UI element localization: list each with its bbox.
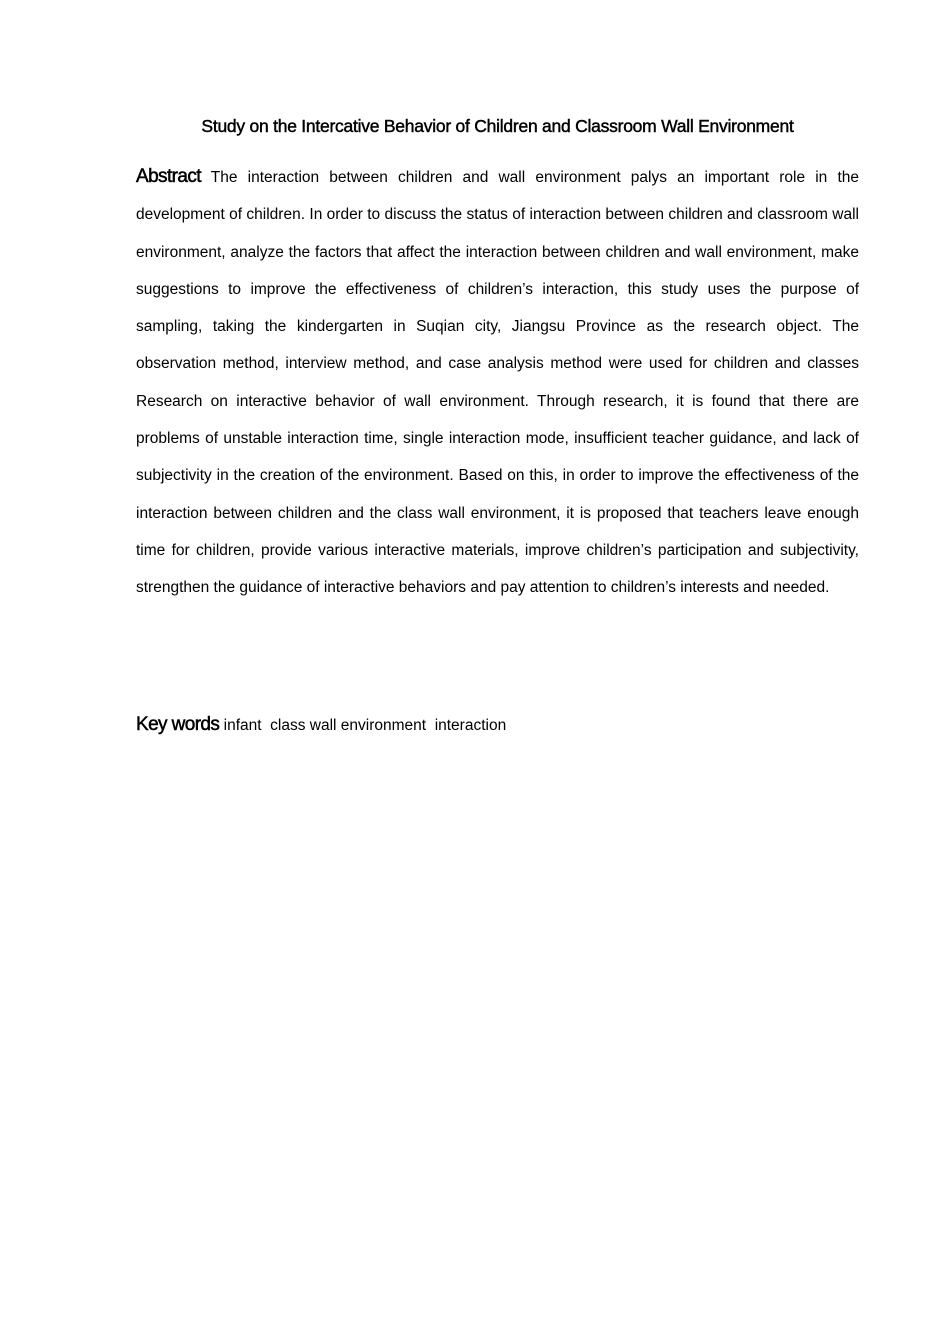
abstract-paragraph [136, 158, 859, 607]
abstract-label: Abstract [136, 166, 201, 187]
document-title: Study on the Intercative Behavior of Children and Classroom Wall Environment [201, 116, 794, 136]
keywords-paragraph [136, 706, 859, 744]
abstract-text: The interaction between children and wall environment palys an important role in the development of children. In order to discuss the status of interaction between children and classroom wall environment, analyze the factors that affect the interaction between children and wall environment, make suggestions to improve the effectiveness of children’s interaction, this study uses the purpose of sampling, taking the kindergarten in Suqian city, Jiangsu Province as the research object. The observation method, interview method, and case analysis method were used for children and classes Research on interactive behavior of wall environment. Through research, it is found that there are problems of unstable interaction time, single interaction mode, insufficient teacher guidance, and lack of subjectivity in the creation of the environment. Based on this, in order to improve the effectiveness of the interaction between children and the class wall environment, it is proposed that teachers leave enough time for children, provide various interactive materials, improve children’s participation and subjectivity, strengthen the guidance of interactive behaviors and pay attention to children’s interests and needed. [136, 169, 859, 597]
keywords-label: Key words [136, 714, 220, 735]
keywords-text: infant class wall environment interaction [223, 717, 507, 734]
